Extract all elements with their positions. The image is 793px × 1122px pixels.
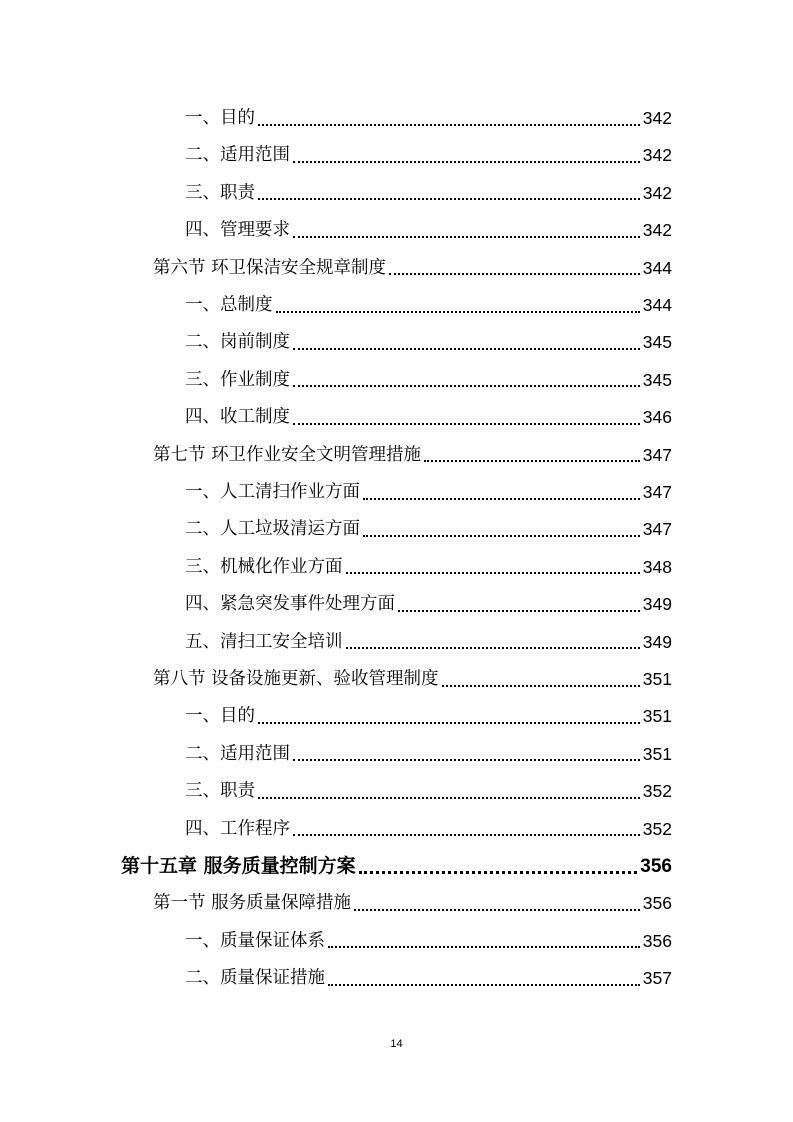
toc-entry[interactable] (185, 511, 672, 548)
toc-entry-page: 352 (642, 781, 672, 802)
toc-entry[interactable] (185, 923, 672, 960)
dot-leader (293, 759, 640, 761)
toc-entry-title: 第一节 服务质量保障措施 (153, 893, 352, 914)
toc-entry-title: 三、职责 (185, 182, 255, 203)
dot-leader (363, 498, 640, 500)
toc-entry-title: 一、目的 (185, 706, 255, 727)
toc-entry[interactable] (185, 549, 672, 586)
toc-entry[interactable] (153, 885, 672, 922)
dot-leader (258, 797, 640, 799)
toc-entry[interactable] (185, 960, 672, 997)
toc-entry-title: 二、质量保证措施 (185, 968, 325, 989)
dot-leader (328, 984, 640, 986)
toc-entry-page: 356 (640, 856, 672, 877)
toc-entry-title: 四、紧急突发事件处理方面 (185, 594, 395, 615)
toc-entry[interactable] (185, 362, 672, 399)
toc-entry-page: 346 (642, 407, 672, 428)
toc-entry-title: 二、人工垃圾清运方面 (185, 519, 360, 540)
toc-entry-title: 三、作业制度 (185, 369, 290, 390)
toc-entry-page: 347 (642, 519, 672, 540)
toc-entry[interactable] (185, 773, 672, 810)
toc-entry-page: 345 (642, 332, 672, 353)
dot-leader (258, 722, 640, 724)
toc-entry-title: 第八节 设备设施更新、验收管理制度 (153, 669, 439, 689)
dot-leader (328, 946, 640, 948)
dot-leader (398, 610, 640, 612)
toc-entry-page: 351 (642, 743, 672, 764)
dot-leader (276, 311, 640, 313)
toc-entry-title: 二、岗前制度 (185, 332, 290, 353)
toc-entry[interactable] (153, 437, 672, 474)
toc-entry-page: 349 (642, 594, 672, 615)
toc-entry[interactable] (185, 624, 672, 661)
dot-leader (442, 685, 640, 687)
toc-entry-page: 356 (642, 893, 672, 914)
dot-leader (258, 124, 640, 126)
toc-entry[interactable] (185, 100, 672, 137)
toc-entry[interactable] (185, 212, 672, 249)
toc-entry-title: 四、收工制度 (185, 407, 290, 428)
toc-entry-page: 344 (642, 295, 672, 315)
toc-entry[interactable] (153, 661, 672, 698)
toc-entry[interactable] (185, 287, 672, 324)
toc-entry-page: 352 (642, 818, 672, 839)
toc-entry-page: 344 (642, 257, 672, 278)
toc-entry-page: 347 (642, 482, 672, 502)
toc-entry[interactable] (185, 811, 672, 848)
dot-leader (346, 647, 640, 649)
toc-entry-title: 四、工作程序 (185, 818, 290, 839)
toc-entry-page: 351 (642, 669, 672, 689)
toc-entry-title: 二、适用范围 (185, 743, 290, 764)
dot-leader (293, 348, 640, 350)
toc-entry[interactable] (185, 137, 672, 174)
page-number: 14 (390, 1038, 403, 1050)
toc-entry-title: 三、机械化作业方面 (185, 556, 343, 577)
toc-entry-page: 342 (642, 182, 672, 203)
toc-entry-title: 三、职责 (185, 781, 255, 802)
dot-leader (258, 198, 640, 200)
toc-entry-page: 349 (642, 631, 672, 652)
dot-leader (424, 460, 640, 462)
toc-entry-title: 二、适用范围 (185, 145, 290, 166)
toc-entry-page: 351 (642, 706, 672, 727)
dot-leader (359, 871, 638, 874)
toc-entry[interactable] (185, 399, 672, 436)
toc-entry-page: 342 (642, 108, 672, 128)
toc-entry-title: 五、清扫工安全培训 (185, 631, 343, 652)
toc-entry-page: 342 (642, 145, 672, 166)
toc-entry-page: 356 (642, 930, 672, 951)
dot-leader (293, 236, 640, 238)
toc-entry-title: 一、人工清扫作业方面 (185, 482, 360, 502)
toc-entry[interactable] (185, 736, 672, 773)
toc-entry-title: 一、总制度 (185, 295, 273, 315)
dot-leader (293, 161, 640, 163)
dot-leader (354, 909, 640, 911)
toc-entry[interactable] (185, 324, 672, 361)
toc-entry-title: 第六节 环卫保洁安全规章制度 (153, 257, 387, 278)
dot-leader (346, 572, 640, 574)
dot-leader (389, 273, 640, 275)
toc-entry-page: 347 (642, 444, 672, 465)
toc-entry-title: 四、管理要求 (185, 220, 290, 241)
toc-entry[interactable] (185, 175, 672, 212)
toc-entry[interactable] (153, 250, 672, 287)
toc-entry[interactable] (121, 848, 672, 885)
toc-entry-title: 一、质量保证体系 (185, 930, 325, 951)
toc-entry-page: 345 (642, 369, 672, 390)
toc-entry-title: 一、目的 (185, 108, 255, 128)
dot-leader (293, 385, 640, 387)
toc-entry-page: 357 (642, 968, 672, 989)
toc-entry-page: 348 (642, 556, 672, 577)
toc-entry-title: 第七节 环卫作业安全文明管理措施 (153, 444, 422, 465)
toc-entry[interactable] (185, 474, 672, 511)
toc-entry-page: 342 (642, 220, 672, 241)
toc-entry-title: 第十五章 服务质量控制方案 (121, 855, 356, 877)
dot-leader (293, 423, 640, 425)
toc-entry[interactable] (185, 698, 672, 735)
dot-leader (363, 535, 640, 537)
toc-entry[interactable] (185, 586, 672, 623)
dot-leader (293, 834, 640, 836)
